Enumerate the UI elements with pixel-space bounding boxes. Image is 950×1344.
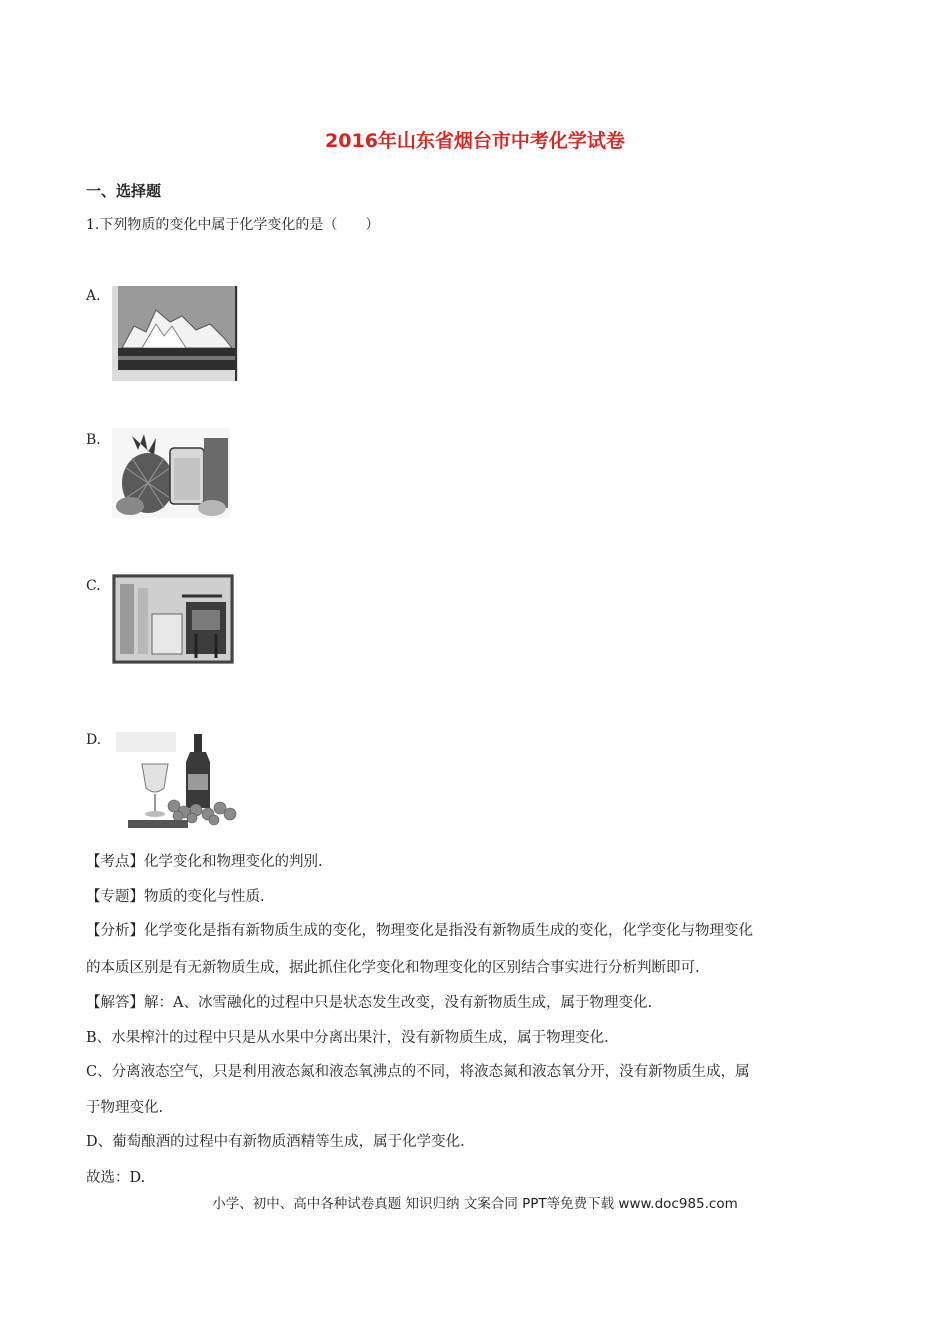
analysis-line-d: D、葡萄酿酒的过程中有新物质酒精等生成，属于化学变化. [86,1134,465,1150]
option-b-label: B. [86,432,101,448]
option-c-equipment-image [112,574,234,664]
page-footer: 小学、初中、高中各种试卷真题 知识归纳 文案合同 PPT等免费下载 www.doc985.com [212,1196,738,1212]
answer-line: 故选：D. [86,1170,146,1186]
analysis-line-fenxi: 【分析】化学变化是指有新物质生成的变化，物理变化是指没有新物质生成的变化，化学变化与物理变化 [86,923,753,939]
question-text: 1.下列物质的变化中属于化学变化的是（ ） [86,217,380,233]
option-c-label: C. [86,578,101,594]
analysis-line-c: C、分离液态空气，只是利用液态氮和液态氧沸点的不同，将液态氮和液态氧分开，没有新物质生成，属 [86,1064,750,1080]
analysis-line-kaodian: 【考点】化学变化和物理变化的判别. [86,854,323,870]
analysis-line-zhuanti: 【专题】物质的变化与性质. [86,889,265,905]
analysis-line-jieda: 【解答】解：A、冰雪融化的过程中只是状态发生改变，没有新物质生成，属于物理变化. [86,995,653,1011]
option-d-label: D. [86,732,102,748]
option-a-iceberg-image [112,286,238,381]
page-title: 2016年山东省烟台市中考化学试卷 [325,130,625,152]
option-a-label: A. [86,288,101,304]
section-heading: 一、选择题 [86,182,162,200]
option-d-wine-image [112,728,252,828]
analysis-line-fenxi-cont: 的本质区别是有无新物质生成，据此抓住化学变化和物理变化的区别结合事实进行分析判断即可. [86,960,700,976]
analysis-line-c-cont: 于物理变化. [86,1100,164,1116]
option-b-fruit-juice-image [112,428,230,518]
analysis-line-b: B、水果榨汁的过程中只是从水果中分离出果汁，没有新物质生成，属于物理变化. [86,1030,609,1046]
